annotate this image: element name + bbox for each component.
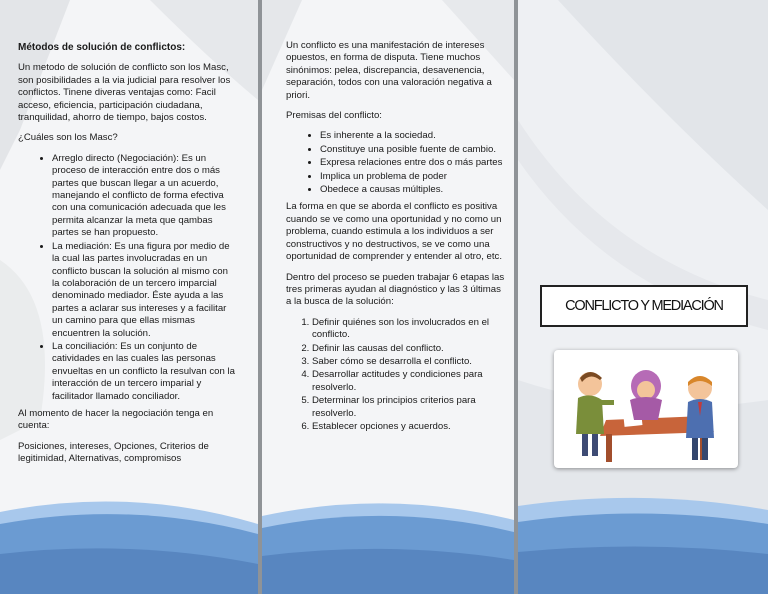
methods-heading: Métodos de solución de conflictos: [18,42,186,53]
list-item: 2. Definir las causas del conflicto. [312,343,508,355]
cover-title: CONFLICTO Y MEDIACIÓN [540,285,748,327]
list-item: 4. Desarrollar actitudes y condiciones para resolverlo. [312,369,508,394]
stages-intro: Dentro del proceso se pueden trabajar 6 etapas las tres primeras ayudan al diagnóstico y las 3 últimas a la busca de la solución: [286,271,505,308]
panel2-content [286,40,508,434]
masc-list [18,153,236,403]
list-item: • Expresa relaciones entre dos o más partes [320,157,508,169]
wave-decoration [262,494,514,594]
left-panel [0,0,258,594]
list-item: 6. Establecer opciones y acuerdos. [312,421,508,433]
premises-label: Premisas del conflicto: [286,110,382,122]
middle-panel [262,0,514,594]
list-item: • Implica un problema de poder [320,171,508,183]
list-item: • La mediación: Es una figura por medio de la cual las partes involucradas en un conflicto buscan la solución al mismo con la colaboración de un tercero imparcial denominado mediador. Éste ayuda a las partes a aclarar sus intereses y a facilitar un camino para que ellas mismas encuentren la solución. [52,241,236,340]
list-item: • Es inherente a la sociedad. [320,130,508,142]
list-item: • La conciliación: Es un conjunto de catividades en las cuales las personas envueltas en un conflicto la resulvan con la interacción de un tercero imparial y facilitador llamado conciliador. [52,341,236,403]
negotiation-criteria: Posiciones, intereses, Opciones, Criterios de legitimidad, Alternativas, compromisos [18,440,209,465]
premises-list [286,130,508,196]
stages-list [286,317,508,434]
cover-panel [518,0,768,594]
negotiation-note: Al momento de hacer la negociación tenga en cuenta: [18,407,214,432]
list-item: • Constituye una posible fuente de cambio. [320,144,508,156]
meeting-icon [554,350,738,468]
masc-question: ¿Cuáles son los Masc? [18,132,118,144]
conflict-definition: Un conflicto es una manifestación de intereses opuestos, en forma de disputa. Tiene muchos sinónimos: pelea, discrepancia, desavenencia, separación, todos con una valoración negativa a priori. [286,40,492,101]
panel1-content [18,42,236,474]
masc-intro: Un metodo de solución de conflicto son los Masc, son posibilidades a la via judicial para resolver los conflictos. Tinene diveras ventajas como: Facil acceso, eficiencia, participación ciudadana, tranquilidad, ahorro de tiempo, bajos costos. [18,62,231,124]
list-item: 1. Definir quiénes son los involucrados en el conflicto. [312,317,508,342]
list-item: • Arreglo directo (Negociación): Es un proceso de interacción entre dos o más partes que buscan llegar a un acuerdo, manejando el conflicto de forma efectiva con una comunicación adecuada que les permita alcanzar la meta que qambas partes se han propuesto. [52,153,236,240]
list-item: 3. Saber cómo se desarrolla el conflicto. [312,356,508,368]
wave-decoration [518,494,768,594]
wave-decoration [0,494,258,594]
list-item: 5. Determinar los principios criterios para resolverlo. [312,395,508,420]
approach-text: La forma en que se aborda el conflicto es positiva cuando se ve como una oportunidad y no como un problema, cuando estimula a los individuos a ser constructivos y no destructivos, se ve como una oportunidad de comprender y entender al otro, etc. [286,201,502,263]
list-item: • Obedece a causas múltiples. [320,184,508,196]
mediation-illustration [554,350,738,468]
